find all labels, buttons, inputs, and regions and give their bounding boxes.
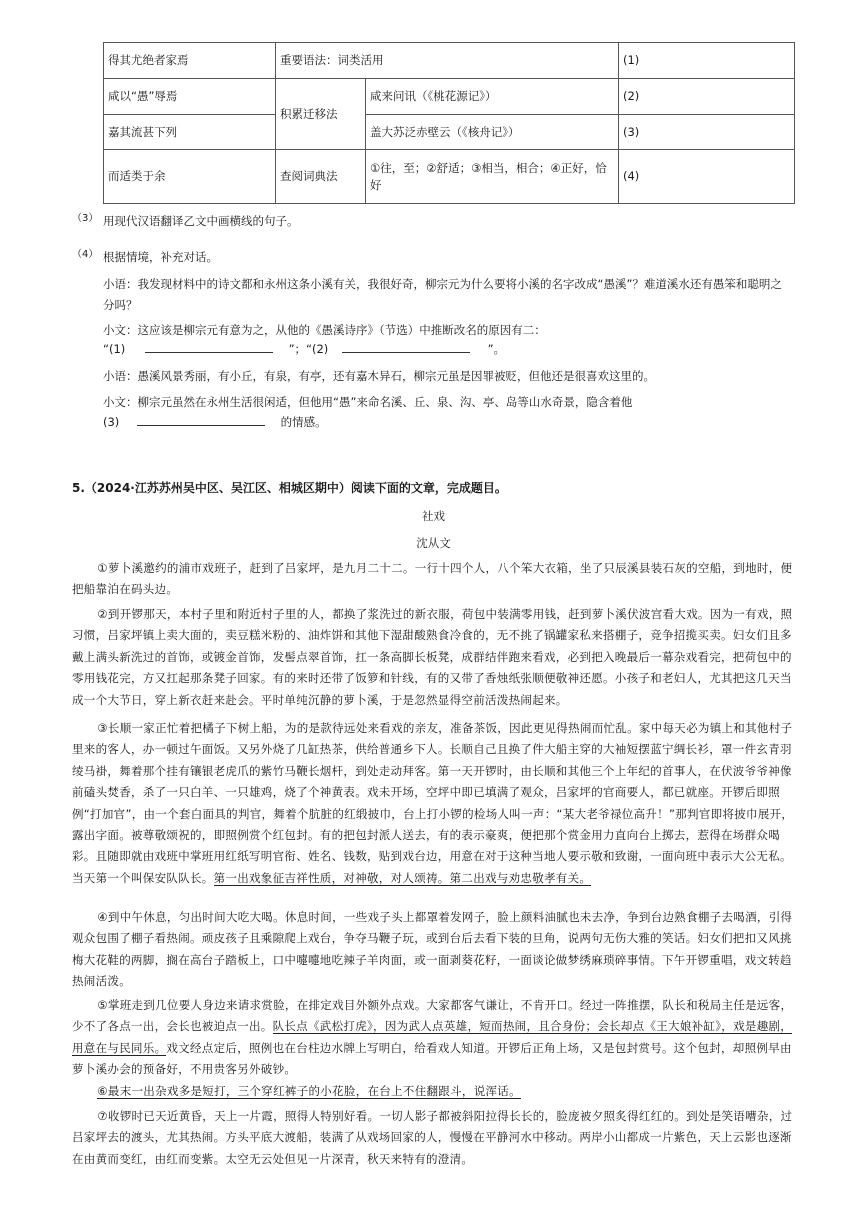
dialogue-line-4: 小语：愚溪风景秀丽，有小丘，有泉，有亭，还有嘉木异石，柳宗元虽是因罪被贬，但他还是很喜欢这里的。 <box>103 369 655 383</box>
underlined-sentence: ⑥最末一出杂戏多是短打，三个穿红裤子的小花脸，在台上不住翻跟斗，说浑话。 <box>97 1084 521 1098</box>
method-table <box>103 42 795 204</box>
blank-label: ”；“(2) <box>288 342 329 356</box>
question-text: 用现代汉语翻译乙文中画横线的句子。 <box>103 214 299 228</box>
question-number: （3） <box>72 213 99 224</box>
paragraph-text: 戏文经点定后，照例也在台柱边水牌上写明白，给看戏人知道。开锣后正角上场，又是包封赏号。这个包封，却照例早由萝卜溪办会的预备好，不用贵客另外破钞。 <box>72 1040 792 1077</box>
paragraph-text: ⑤掌班走到几位要人身边来请求赏脸，在排定戏目外额外点戏。大家都客气谦让，不肯开口。经过一阵推摆，队长和税局主任是远客，少不了各点一出，会长也被迫点一出。 <box>72 998 793 1034</box>
blank-label: ”。 <box>487 342 506 356</box>
table-cell: 咸以“愚”辱焉 <box>104 79 276 115</box>
dialogue-blanks-line <box>103 339 793 360</box>
section-5-heading: 5.（2024·江苏苏州吴中区、吴江区、相城区期中）阅读下面的文章，完成题目。 <box>72 481 507 495</box>
table-cell: 而适类于余 <box>104 150 276 204</box>
dialogue-line-2: 小文：这应该是柳宗元有意为之，从他的《愚溪诗序》（节选）中推断改名的原因有二： <box>103 323 546 337</box>
article-title: 社戏 <box>422 509 445 523</box>
answer-cell: (2) <box>619 79 795 115</box>
article-paragraph-6 <box>72 1081 800 1102</box>
table-row <box>104 79 795 115</box>
table-cell: 咸来问讯（《桃花源记》） <box>366 79 619 115</box>
answer-cell: (1) <box>619 43 795 79</box>
table-cell: 重要语法：词类活用 <box>276 43 619 79</box>
table-cell: ①往，至；②舒适；③相当，相合；④正好，恰好 <box>366 150 619 204</box>
answer-blank[interactable] <box>145 341 273 353</box>
underlined-sentence: 第一出戏象征吉祥性质，对神敬，对人颂祷。第二出戏与劝忠敬孝有关。 <box>213 870 592 885</box>
table-cell: 查阅词典法 <box>276 150 366 204</box>
dialogue-line-5: 小文：柳宗元虽然在永州生活很闲适，但他用“愚”来命名溪、丘、泉、沟、亭、岛等山水奇景，隐含着他 <box>103 395 633 409</box>
dialogue-blank-line-3 <box>103 412 793 433</box>
table-row <box>104 115 795 150</box>
article-paragraph-4: ④到中午休息，匀出时间大吃大喝。休息时间，一些戏子头上都罩着发网子，脸上颜料油腻也未去净，争到台边熟食棚子去喝酒，引得观众包围了棚子看热闹。顽皮孩子且乘隙爬上戏台，争夺马鞭子玩，或到台后去看下装的旦角，说两句无伤大雅的笑话。妇女们把扣又风挑梅大花鞋的两脚，搁在高台子踏板上，口中嚏嚏地吃辣子羊肉面，或一面剥葵花籽，一面谈论做梦绣麻琐碎事情。下午开锣重唱，戏文转趋热闹活泼。 <box>72 910 793 989</box>
table-cell: 盖大苏泛赤壁云（《核舟记》） <box>366 115 619 150</box>
table-cell: 得其尤绝者家焉 <box>104 43 276 79</box>
underlined-sentence: 队长点《武松打虎》，因为武人点英雄，短而热闹，且合身份；会长却点《王大娘补缸》，戏是趣剧，用意在与民同乐。 <box>72 1019 793 1055</box>
table-cell: 嘉其流甚下列 <box>104 115 276 150</box>
blank-label: 的情感。 <box>280 415 327 429</box>
table-cell: 积累迁移法 <box>276 79 366 150</box>
article-paragraph-2: ②到开锣那天，本村子里和附近村子里的人，都换了浆洗过的新衣服，荷包中装满零用钱，赶到萝卜溪伏波宫看大戏。因为一有戏，照习惯，吕家坪镇上卖大面的，卖豆糕米粉的、油炸饼和其他下湿甜酸熟食冷食的，无不挑了锅罐家私来搭棚子，竞争招揽买卖。妇女们且多戴上满头新洗过的首饰，或镀金首饰，发髻点翠首饰，扛一条高脚长板凳，成群结伴跑来看戏，必到把入晚最后一幕杂戏看完，把荷包中的零用钱花完，方又扛起那条凳子回家。有的来时还带了饭箩和针线，有的又带了香烛纸张顺便敬神还愿。小孩子和老妇人，尤其把这几天当成一个大节日，穿上新衣赶来赴会。平时单纯沉静的萝卜溪，于是忽然显得空前活泼热闹起来。 <box>72 607 793 707</box>
blank-label: (3) <box>103 415 120 429</box>
article-paragraph-1: ①萝卜溪邀约的浦市戏班子，赶到了吕家坪，是九月二十二。一行十四个人，八个笨大衣箱，坐了只辰溪县装石灰的空船，到地时，便把船靠泊在码头边。 <box>72 561 793 597</box>
answer-blank[interactable] <box>137 414 265 426</box>
paragraph-text: ③长顺一家正忙着把橘子下树上船，为的是款待远处来看戏的亲友，准备茶饭，因此更见得热闹而忙乱。家中每天必为镇上和其他村子里来的客人，办一顿过午面饭。又另外烧了几缸热茶，供给普通乡下人。长顺自己且换了件大船主穿的大袖短摆蓝宁绸长衫，罩一件玄青羽绫马褂，舞着那个挂有镶银老虎爪的紫竹马鞭长烟杆，到处走动拜客。第一天开锣时，由长顺和其他三个上年纪的首事人，在伏波爷爷神像前磕头焚香，杀了一只白羊、一只雄鸡，烧了个神黄表。戏未开场，空坪中即已填满了观众，吕家坪的官商要人，都已就座。开锣后即照例“打加官”，由一个套白面具的判官，舞着个肮脏的红缎披巾，台上打小锣的检场人叫一声：“某大老爷禄位高升！”那判官即将披巾展开，露出字面。被尊敬颂祝的，即照例赏个红包封。有的把包封派人送去，有的表示豪爽，便把那个赏金用力直向台上掷去，惹得在场群众喝彩。且随即就由戏班中掌班用红纸写明官衔、姓名、钱数，贴到戏台边，用意在对于这种当地人要示敬和致谢，一面向班中表示大公无私。当天第一个叫保安队队长。 <box>72 721 794 885</box>
dialogue-line-1: 小语：我发现材料中的诗文都和永州这条小溪有关，我很好奇，柳宗元为什么要将小溪的名字改成“愚溪”？难道溪水还有愚笨和聪明之分吗？ <box>103 277 782 312</box>
answer-cell: (3) <box>619 115 795 150</box>
answer-cell: (4) <box>619 150 795 204</box>
article-paragraph-3 <box>72 718 800 889</box>
article-paragraph-5 <box>72 995 800 1081</box>
table-row <box>104 150 795 204</box>
answer-blank[interactable] <box>342 341 470 353</box>
question-number: （4） <box>72 249 99 260</box>
question-text: 根据情境，补充对话。 <box>103 250 218 264</box>
article-author: 沈从文 <box>416 536 451 550</box>
article-paragraph-7: ⑦收锣时已天近黄昏，天上一片霞，照得人特别好看。一切人影子都被斜阳拉得长长的，脸庞被夕照炙得红红的。到处是笑语嘈杂，过吕家坪去的渡头，尤其热闹。方头平底大渡船，装满了从戏场回家的人，慢慢在平静河水中移动。两岸小山都成一片紫色，天上云影也逐渐在由黄而变红，由红而变紫。太空无云处但见一片深青，秋天来特有的澄清。 <box>72 1109 793 1166</box>
blank-label: “(1) <box>103 342 126 356</box>
table-row <box>104 43 795 79</box>
